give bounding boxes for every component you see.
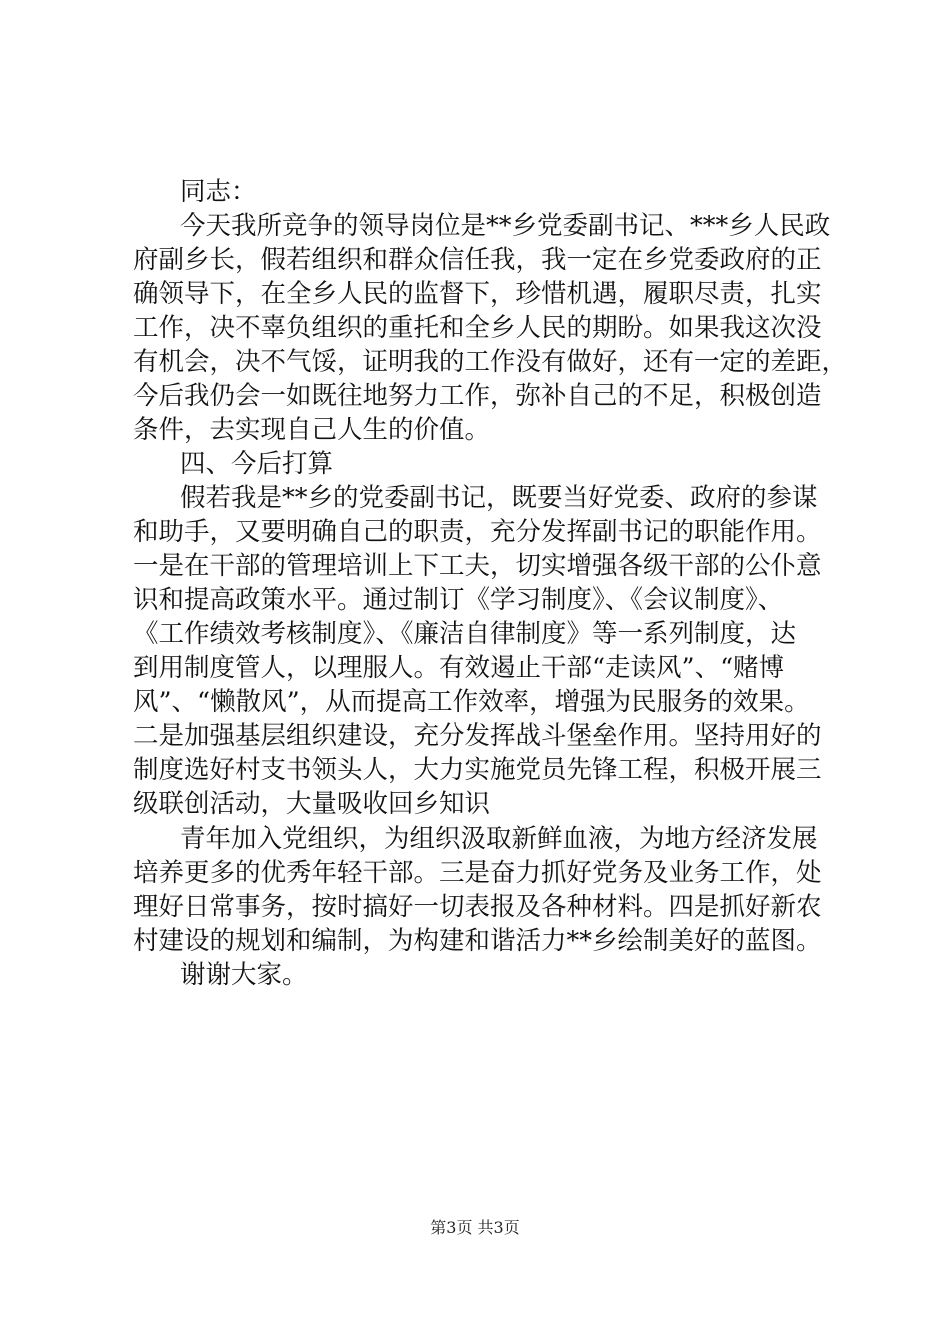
paragraph-line: 《工作绩效考核制度》、《廉洁自律制度》等一系列制度，达 [133, 619, 797, 649]
paragraph-line: 假若我是**乡的党委副书记，既要当好党委、政府的参谋 [180, 483, 818, 513]
paragraph-line: 制度选好村支书领头人，大力实施党员先锋工程，积极开展三 [133, 755, 822, 785]
paragraph-line: 理好日常事务，按时搞好一切表报及各种材料。四是抓好新农 [133, 892, 822, 922]
section-heading: 四、今后打算 [180, 449, 334, 479]
paragraph-line: 识和提高政策水平。通过制订《学习制度》、《会议制度》、 [133, 585, 784, 615]
paragraph-line: 一是在干部的管理培训上下工夫，切实增强各级干部的公仆意 [133, 551, 822, 581]
paragraph-line: 府副乡长，假若组织和群众信任我，我一定在乡党委政府的正 [133, 245, 822, 275]
closing-line: 谢谢大家。 [180, 960, 308, 990]
paragraph-line: 今天我所竞争的领导岗位是**乡党委副书记、***乡人民政 [180, 211, 831, 241]
salutation: 同志： [180, 177, 257, 207]
paragraph-line: 有机会，决不气馁，证明我的工作没有做好，还有一定的差距， [133, 347, 848, 377]
paragraph-line: 培养更多的优秀年轻干部。三是奋力抓好党务及业务工作，处 [133, 858, 822, 888]
paragraph-line: 村建设的规划和编制，为构建和谐活力**乡绘制美好的蓝图。 [133, 926, 822, 956]
paragraph-line: 风”、“懒散风”，从而提高工作效率，增强为民服务的效果。 [133, 687, 810, 717]
page-number-footer: 第3页 共3页 [430, 1218, 520, 1237]
paragraph-line: 到用制度管人，以理服人。有效遏止干部“走读风”、“赌博 [133, 653, 785, 683]
paragraph-line: 条件，去实现自己人生的价值。 [133, 415, 491, 445]
paragraph-line: 青年加入党组织，为组织汲取新鲜血液，为地方经济发展 [180, 824, 818, 854]
paragraph-line: 确领导下，在全乡人民的监督下，珍惜机遇，履职尽责，扎实 [133, 279, 822, 309]
paragraph-line: 级联创活动，大量吸收回乡知识 [133, 789, 491, 819]
paragraph-line: 今后我仍会一如既往地努力工作，弥补自己的不足，积极创造 [133, 381, 822, 411]
paragraph-line: 工作，决不辜负组织的重托和全乡人民的期盼。如果我这次没 [133, 313, 822, 343]
paragraph-line: 和助手，又要明确自己的职责，充分发挥副书记的职能作用。 [133, 517, 822, 547]
paragraph-line: 二是加强基层组织建设，充分发挥战斗堡垒作用。坚持用好的 [133, 721, 822, 751]
